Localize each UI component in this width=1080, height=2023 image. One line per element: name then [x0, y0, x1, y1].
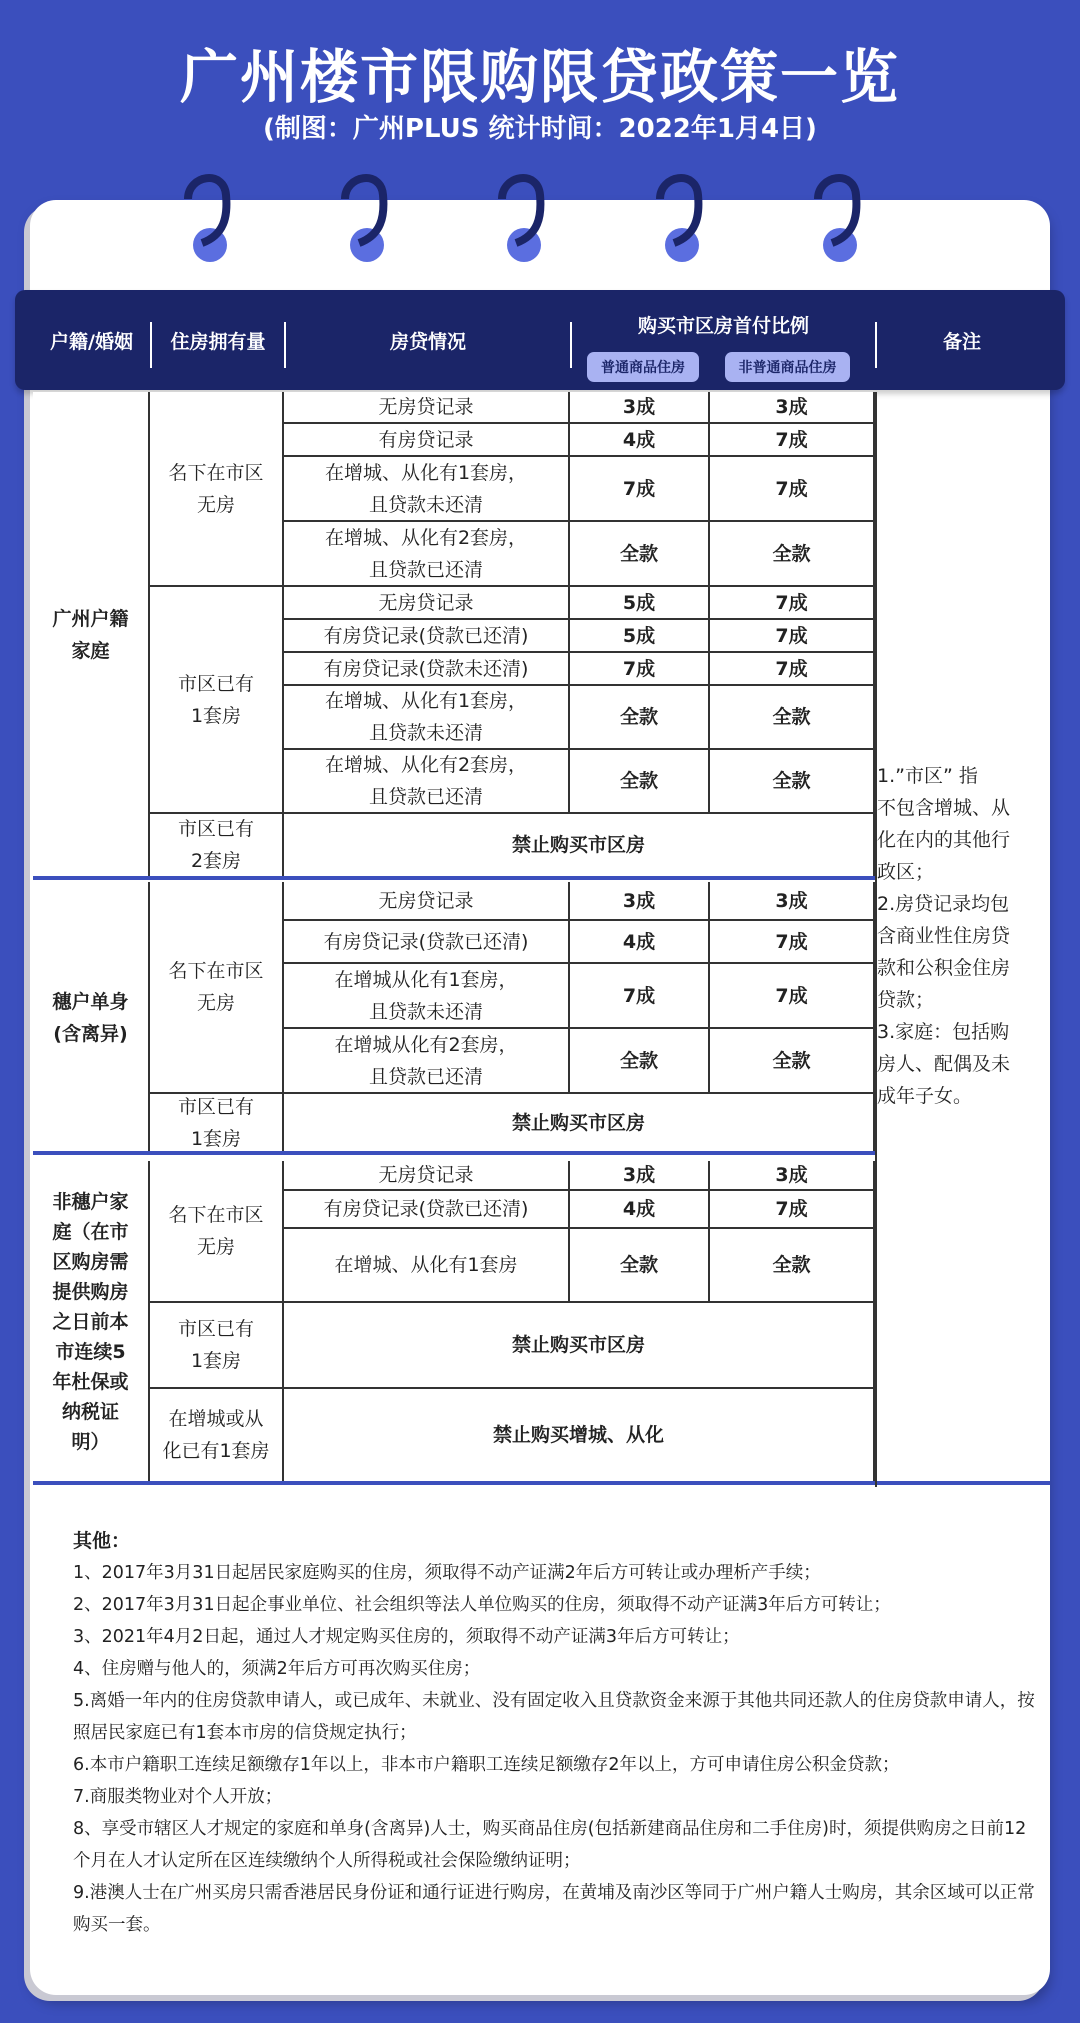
binder-ring-icon	[652, 165, 712, 265]
loan-condition-cell-text: 有房贷记录	[378, 428, 474, 451]
loan-condition-cell-text: 在增城、从化有1套房	[334, 1254, 518, 1276]
loan-condition-cell-text: 且贷款未还清	[368, 1000, 483, 1023]
non-ordinary-ratio-cell	[710, 882, 875, 921]
ordinary-ratio-cell	[570, 964, 710, 1029]
loan-condition-cell-text: 在增城、从化有1套房，	[324, 690, 528, 712]
binder-ring-icon	[810, 165, 870, 265]
col-header-notes: 备注	[942, 330, 981, 353]
other-section	[73, 1525, 1043, 1941]
non-ordinary-ratio-cell	[710, 522, 875, 587]
loan-condition-cell-text: 无房贷记录	[378, 1164, 474, 1186]
prohibited-cell-text: 禁止购买市区房	[511, 1111, 645, 1134]
note-line: 款和公积金住房	[877, 957, 1011, 979]
ordinary-ratio-cell-text: 4成	[622, 930, 656, 953]
loan-condition-cell	[284, 1161, 570, 1191]
loan-condition-cell	[284, 587, 570, 620]
ordinary-ratio-cell	[570, 392, 710, 424]
loan-condition-cell	[284, 653, 570, 686]
loan-condition-cell-text: 无房贷记录	[378, 396, 474, 418]
hukou-group-cell-text: 穗户单身	[52, 990, 129, 1013]
prohibited-cell	[284, 814, 875, 878]
loan-condition-cell	[284, 424, 570, 457]
note-line: 成年子女。	[877, 1085, 973, 1107]
loan-condition-cell-text: 在增城、从化有1套房，	[324, 461, 528, 484]
binder-ring-icon	[337, 165, 397, 265]
loan-condition-cell	[284, 1229, 570, 1303]
ordinary-ratio-cell	[570, 750, 710, 814]
ordinary-ratio-cell-text: 全款	[619, 706, 658, 728]
loan-condition-cell-text: 无房贷记录	[378, 591, 474, 614]
loan-condition-cell	[284, 882, 570, 921]
non-ordinary-ratio-cell	[710, 750, 875, 814]
non-ordinary-ratio-cell	[710, 1029, 875, 1094]
note-line: 贷款；	[877, 989, 935, 1011]
ownership-cell	[150, 1161, 284, 1303]
ownership-cell	[150, 1303, 284, 1389]
ordinary-ratio-cell-text: 全款	[619, 1049, 658, 1072]
hukou-group-cell-text: 之日前本	[52, 1311, 129, 1333]
loan-condition-cell-text: 有房贷记录(贷款已还清)	[323, 930, 529, 953]
note-line: 化在内的其他行	[877, 829, 1011, 851]
non-ordinary-ratio-cell	[710, 1229, 875, 1303]
hukou-group-cell-text: 纳税证	[61, 1401, 119, 1423]
prohibited-cell-text: 禁止购买增城、从化	[492, 1424, 664, 1446]
other-list-item: 4、住房赠与他人的，须满2年后方可再次购买住房；	[73, 1659, 481, 1679]
ownership-cell-text: 市区已有	[177, 1318, 254, 1340]
ordinary-ratio-cell-text: 4成	[622, 1198, 656, 1220]
ordinary-ratio-cell	[570, 522, 710, 587]
non-ordinary-ratio-cell-text: 7成	[775, 984, 808, 1007]
non-ordinary-ratio-cell-text: 全款	[772, 542, 811, 565]
ownership-cell-text: 市区已有	[177, 672, 254, 695]
ordinary-ratio-cell	[570, 620, 710, 653]
ownership-cell-text: 市区已有	[177, 818, 254, 840]
loan-condition-cell-text: 在增城、从化有2套房，	[324, 754, 528, 776]
non-ordinary-ratio-cell	[710, 964, 875, 1029]
other-list-item: 6.本市户籍职工连续足额缴存1年以上，非本市户籍职工连续足额缴存2年以上，方可申请住房公积金贷款；	[73, 1755, 900, 1775]
ordinary-ratio-cell-text: 5成	[622, 624, 656, 647]
ownership-cell	[150, 392, 284, 587]
prohibited-cell-text: 禁止购买市区房	[511, 1334, 645, 1356]
ordinary-ratio-cell	[570, 686, 710, 750]
col-header-hukou: 户籍/婚姻	[50, 330, 133, 353]
ordinary-ratio-cell-text: 全款	[619, 770, 658, 792]
loan-condition-cell-text: 有房贷记录(贷款未还清)	[323, 657, 529, 680]
ordinary-ratio-cell-text: 7成	[622, 657, 656, 680]
non-ordinary-ratio-cell-text: 7成	[775, 428, 808, 451]
non-ordinary-ratio-cell-text: 全款	[772, 1254, 811, 1276]
other-list-item: 9.港澳人士在广州买房只需香港居民身份证和通行证进行购房，在黄埔及南沙区等同于广州户籍人士购房，其余区域可以正常购买一套。	[73, 1883, 1035, 1935]
hukou-group-cell-text: 广州户籍	[52, 608, 129, 630]
non-ordinary-ratio-cell-text: 全款	[772, 770, 811, 792]
ordinary-ratio-cell-text: 3成	[622, 889, 656, 912]
ownership-cell-text: 市区已有	[177, 1095, 254, 1118]
other-list-item: 8、享受市辖区人才规定的家庭和单身(含离异)人士，购买商品住房(包括新建商品住房和二手住房)时，须提供购房之日前12个月在人才认定所在区连续缴纳个人所得税或社会保险缴纳证明；	[73, 1819, 1027, 1871]
non-ordinary-ratio-cell	[710, 1191, 875, 1229]
col-header-ownership: 住房拥有量	[170, 330, 266, 353]
ordinary-ratio-cell	[570, 653, 710, 686]
loan-condition-cell-text: 无房贷记录	[378, 889, 474, 912]
hukou-group-cell-text: 提供购房	[52, 1281, 129, 1303]
other-list-item: 5.离婚一年内的住房贷款申请人，或已成年、未就业、没有固定收入且贷款资金来源于其他共同还款人的住房贷款申请人，按照居民家庭已有1套本市房的信贷规定执行；	[73, 1691, 1035, 1743]
section-divider	[33, 1151, 875, 1155]
ordinary-ratio-cell-text: 全款	[619, 542, 658, 565]
non-ordinary-ratio-cell	[710, 457, 875, 522]
ordinary-ratio-cell-text: 全款	[619, 1254, 658, 1276]
non-ordinary-ratio-cell-text: 7成	[775, 591, 808, 614]
ownership-cell-text: 无房	[196, 1236, 235, 1258]
hukou-group-cell-text: 庭（在市	[52, 1221, 129, 1243]
hukou-group-cell-text: 家庭	[71, 640, 110, 662]
loan-condition-cell	[284, 686, 570, 750]
hukou-group-cell-text: 区购房需	[52, 1251, 129, 1273]
prohibited-cell	[284, 1094, 875, 1153]
hukou-group-cell-text: 明）	[71, 1431, 110, 1453]
hukou-group-cell-text: 年杜保或	[52, 1371, 129, 1393]
hukou-group-cell-text: 市连续5	[55, 1341, 126, 1363]
loan-condition-cell	[284, 1191, 570, 1229]
ordinary-ratio-cell-text: 5成	[622, 591, 656, 614]
other-list-item: 2、2017年3月31日起企事业单位、社会组织等法人单位购买的住房，须取得不动产证满3年后方可转让；	[73, 1595, 891, 1615]
ownership-cell-text: 无房	[196, 992, 235, 1014]
non-ordinary-ratio-cell	[710, 686, 875, 750]
loan-condition-cell	[284, 392, 570, 424]
loan-condition-cell-text: 有房贷记录(贷款已还清)	[323, 1198, 529, 1220]
ordinary-ratio-cell	[570, 1161, 710, 1191]
ownership-cell-text: 名下在市区	[168, 1204, 264, 1226]
section-divider	[33, 1481, 1050, 1485]
loan-condition-cell-text: 且贷款已还清	[368, 558, 483, 581]
non-ordinary-ratio-cell-text: 7成	[775, 930, 808, 953]
loan-condition-cell-text: 在增城从化有2套房，	[334, 1033, 518, 1056]
ownership-cell-text: 无房	[196, 493, 235, 516]
ownership-cell-text: 名下在市区	[168, 461, 264, 484]
non-ordinary-ratio-cell-text: 7成	[775, 1198, 808, 1220]
col-header-down-payment: 购买市区房首付比例	[637, 314, 809, 337]
non-ordinary-ratio-cell	[710, 424, 875, 457]
ownership-cell-text: 名下在市区	[168, 960, 264, 982]
other-list	[73, 1557, 1043, 1941]
loan-condition-cell	[284, 522, 570, 587]
ownership-cell-text: 化已有1套房	[162, 1440, 270, 1462]
non-ordinary-ratio-cell	[710, 620, 875, 653]
ordinary-ratio-cell	[570, 587, 710, 620]
col-header-loan: 房贷情况	[389, 330, 466, 353]
note-line: 2.房贷记录均包	[877, 893, 1010, 915]
loan-condition-cell-text: 且贷款已还清	[368, 1065, 483, 1088]
ownership-cell-text: 在增城或从	[168, 1408, 264, 1430]
ordinary-ratio-cell-text: 3成	[622, 396, 656, 418]
ordinary-ratio-cell	[570, 457, 710, 522]
page-subtitle: (制图：广州PLUS 统计时间：2022年1月4日)	[263, 114, 817, 144]
loan-condition-cell-text: 且贷款已还清	[368, 786, 483, 808]
ownership-cell	[150, 1389, 284, 1483]
loan-condition-cell	[284, 457, 570, 522]
non-ordinary-ratio-cell-text: 全款	[772, 1049, 811, 1072]
ordinary-ratio-cell	[570, 882, 710, 921]
section-divider	[33, 876, 875, 880]
table-header	[15, 290, 1065, 390]
hukou-group-cell-text: 非穗户家	[52, 1191, 129, 1213]
ownership-cell	[150, 587, 284, 814]
ordinary-ratio-cell-text: 3成	[622, 1164, 656, 1186]
non-ordinary-ratio-cell-text: 7成	[775, 477, 808, 500]
loan-condition-cell	[284, 750, 570, 814]
note-line: 1.”市区” 指	[877, 765, 978, 787]
ordinary-ratio-cell	[570, 921, 710, 964]
loan-condition-cell-text: 在增城从化有1套房，	[334, 968, 518, 991]
subheader-ordinary: 普通商品住房	[587, 352, 699, 382]
non-ordinary-ratio-cell	[710, 653, 875, 686]
non-ordinary-ratio-cell-text: 7成	[775, 624, 808, 647]
ordinary-ratio-cell-text: 4成	[622, 428, 656, 451]
hukou-group-cell	[33, 1161, 150, 1483]
ownership-cell	[150, 882, 284, 1094]
non-ordinary-ratio-cell	[710, 392, 875, 424]
hukou-group-cell	[33, 882, 150, 1153]
prohibited-cell	[284, 1389, 875, 1483]
non-ordinary-ratio-cell-text: 7成	[775, 657, 808, 680]
subheader-non-ordinary: 非普通商品住房	[725, 352, 850, 382]
non-ordinary-ratio-cell	[710, 1161, 875, 1191]
note-line: 政区；	[877, 861, 935, 883]
hukou-group-cell	[33, 392, 150, 878]
loan-condition-cell-text: 在增城、从化有2套房，	[324, 526, 528, 549]
non-ordinary-ratio-cell-text: 3成	[775, 889, 808, 912]
binder-ring-icon	[180, 165, 240, 265]
ownership-cell	[150, 814, 284, 878]
loan-condition-cell	[284, 964, 570, 1029]
other-heading: 其他：	[73, 1530, 131, 1552]
loan-condition-cell-text: 且贷款未还清	[368, 722, 483, 744]
non-ordinary-ratio-cell	[710, 921, 875, 964]
ordinary-ratio-cell	[570, 1229, 710, 1303]
page-title: 广州楼市限购限贷政策一览	[179, 43, 900, 111]
non-ordinary-ratio-cell-text: 全款	[772, 706, 811, 728]
notes-column	[877, 760, 1037, 1112]
ownership-cell-text: 2套房	[190, 850, 242, 872]
prohibited-cell	[284, 1303, 875, 1389]
other-list-item: 7.商服类物业对个人开放；	[73, 1787, 283, 1807]
note-line: 含商业性住房贷	[877, 925, 1011, 947]
note-line: 3.家庭：包括购	[877, 1021, 1010, 1043]
ordinary-ratio-cell-text: 7成	[622, 984, 656, 1007]
loan-condition-cell-text: 有房贷记录(贷款已还清)	[323, 624, 529, 647]
loan-condition-cell	[284, 921, 570, 964]
loan-condition-cell	[284, 620, 570, 653]
loan-condition-cell	[284, 1029, 570, 1094]
non-ordinary-ratio-cell-text: 3成	[775, 1164, 808, 1186]
binder-ring-icon	[494, 165, 554, 265]
ordinary-ratio-cell-text: 7成	[622, 477, 656, 500]
non-ordinary-ratio-cell-text: 3成	[775, 396, 808, 418]
other-list-item: 1、2017年3月31日起居民家庭购买的住房，须取得不动产证满2年后方可转让或办理析产手续；	[73, 1563, 821, 1583]
hukou-group-cell-text: (含离异)	[53, 1022, 128, 1045]
ownership-cell-text: 1套房	[190, 1127, 242, 1150]
note-line: 不包含增城、从	[877, 797, 1011, 819]
non-ordinary-ratio-cell	[710, 587, 875, 620]
ordinary-ratio-cell	[570, 1191, 710, 1229]
note-line: 房人、配偶及未	[877, 1053, 1011, 1075]
loan-condition-cell-text: 且贷款未还清	[368, 493, 483, 516]
ownership-cell-text: 1套房	[190, 704, 242, 727]
ordinary-ratio-cell	[570, 1029, 710, 1094]
ordinary-ratio-cell	[570, 424, 710, 457]
other-list-item: 3、2021年4月2日起，通过人才规定购买住房的，须取得不动产证满3年后方可转让；	[73, 1627, 740, 1647]
ownership-cell-text: 1套房	[190, 1350, 242, 1372]
ownership-cell	[150, 1094, 284, 1153]
prohibited-cell-text: 禁止购买市区房	[511, 834, 645, 856]
